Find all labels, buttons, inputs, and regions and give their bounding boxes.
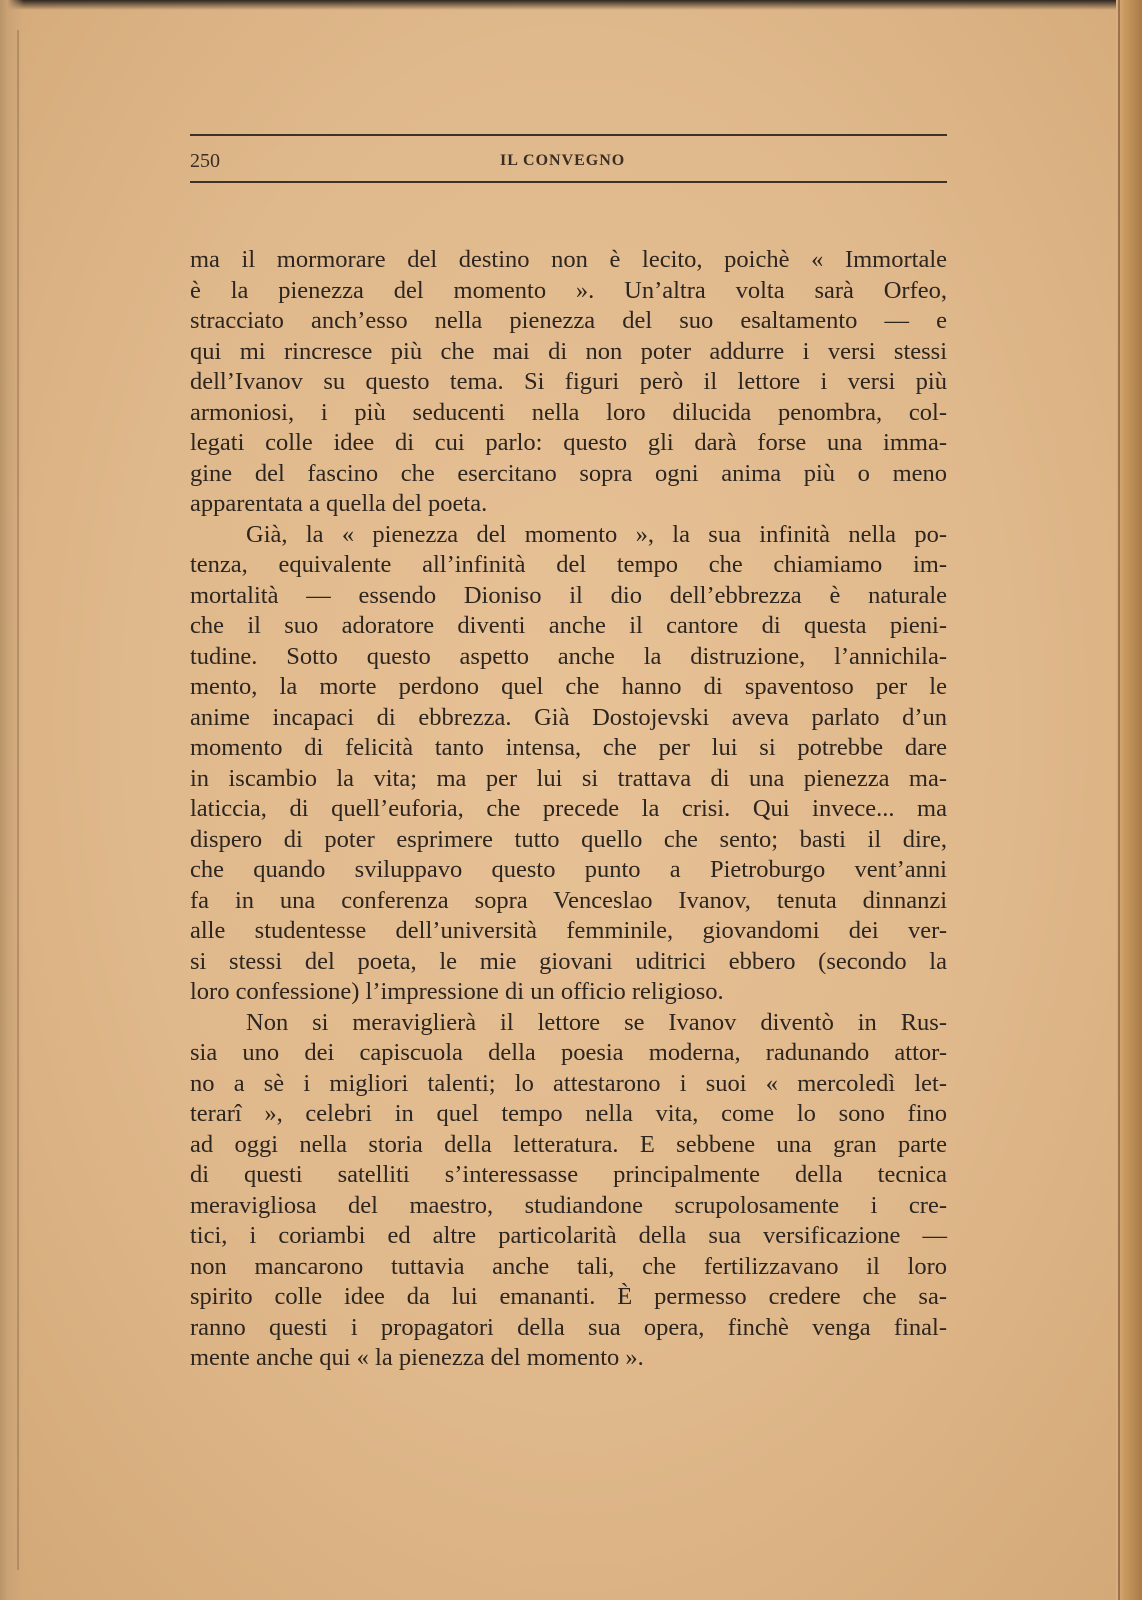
text-line: ad oggi nella storia della letteratura. E sebbene una gran parte xyxy=(190,1130,947,1158)
text-line: terarî », celebri in quel tempo nella vita, come lo sono fino xyxy=(190,1100,947,1127)
gutter-line xyxy=(17,30,19,1570)
text-line: laticcia, di quell’euforia, che precede la crisi. Qui invece... ma xyxy=(190,795,947,822)
body-text xyxy=(190,245,947,1374)
text-line: stracciato anch’esso nella pienezza del suo esaltamento — e xyxy=(190,307,947,334)
text-line: Già, la « pienezza del momento », la sua infinità nella po- xyxy=(246,520,947,548)
text-line: di questi satelliti s’interessasse principalmente della tecnica xyxy=(190,1161,947,1188)
text-line: loro confessione) l’impressione di un officio religioso. xyxy=(190,978,724,1005)
text-line: apparentata a quella del poeta. xyxy=(190,490,488,517)
header-rule-bottom xyxy=(190,181,947,183)
header-rule-top xyxy=(190,134,947,136)
text-line: armoniosi, i più seducenti nella loro dilucida penombra, col- xyxy=(190,398,947,426)
text-line: dell’Ivanov su questo tema. Si figuri però il lettore i versi più xyxy=(190,368,947,395)
text-line: in iscambio la vita; ma per lui si trattava di una pienezza ma- xyxy=(190,764,947,792)
running-head: IL CONVEGNO xyxy=(500,152,626,169)
text-line: mente anche qui « la pienezza del momento ». xyxy=(190,1344,644,1371)
page-number: 250 xyxy=(190,150,220,172)
text-line: Non si meraviglierà il lettore se Ivanov diventò in Rus- xyxy=(246,1008,947,1036)
text-line: si stessi del poeta, le mie giovani uditrici ebbero (secondo la xyxy=(190,947,947,975)
text-line: legati colle idee di cui parlo: questo gli darà forse una imma- xyxy=(190,429,947,456)
top-shadow xyxy=(0,0,1142,10)
text-line: fa in una conferenza sopra Venceslao Ivanov, tenuta dinnanzi xyxy=(190,886,947,914)
text-line: tici, i coriambi ed altre particolarità della sua versificazione — xyxy=(190,1222,947,1249)
text-line: qui mi rincresce più che mai di non poter addurre i versi stessi xyxy=(190,337,947,365)
text-line: mortalità — essendo Dioniso il dio dell’ebbrezza è naturale xyxy=(190,581,947,609)
text-line: che il suo adoratore diventi anche il cantore di questa pieni- xyxy=(190,612,947,639)
text-line: tenza, equivalente all’infinità del tempo che chiamiamo im- xyxy=(190,551,947,578)
text-line: dispero di poter esprimere tutto quello che sento; basti il dire, xyxy=(190,825,947,853)
page-left-edge xyxy=(0,0,24,1600)
text-line: non mancarono tuttavia anche tali, che fertilizzavano il loro xyxy=(190,1252,947,1280)
text-line: meravigliosa del maestro, studiandone scrupolosamente i cre- xyxy=(190,1191,947,1219)
text-line: no a sè i migliori talenti; lo attestarono i suoi « mercoledì let- xyxy=(190,1069,947,1097)
text-line: è la pienezza del momento ». Un’altra volta sarà Orfeo, xyxy=(190,276,947,304)
text-line: sia uno dei capiscuola della poesia moderna, radunando attor- xyxy=(190,1039,947,1066)
text-line: alle studentesse dell’università femminile, giovandomi dei ver- xyxy=(190,917,947,944)
text-line: ma il mormorare del destino non è lecito, poichè « Immortale xyxy=(190,246,947,273)
text-line: mento, la morte perdono quel che hanno di spaventoso per le xyxy=(190,673,947,700)
text-line: tudine. Sotto questo aspetto anche la distruzione, l’annichila- xyxy=(190,642,947,670)
text-line: momento di felicità tanto intensa, che per lui si potrebbe dare xyxy=(190,734,947,761)
text-line: anime incapaci di ebbrezza. Già Dostojevski aveva parlato d’un xyxy=(190,703,947,731)
text-line: gine del fascino che esercitano sopra ogni anima più o meno xyxy=(190,459,947,487)
text-line: ranno questi i propagatori della sua opera, finchè venga final- xyxy=(190,1313,947,1341)
page-edge-line xyxy=(1118,0,1120,1600)
text-line: che quando sviluppavo questo punto a Pietroburgo vent’anni xyxy=(190,856,947,883)
text-line: spirito colle idee da lui emananti. È permesso credere che sa- xyxy=(190,1283,947,1310)
